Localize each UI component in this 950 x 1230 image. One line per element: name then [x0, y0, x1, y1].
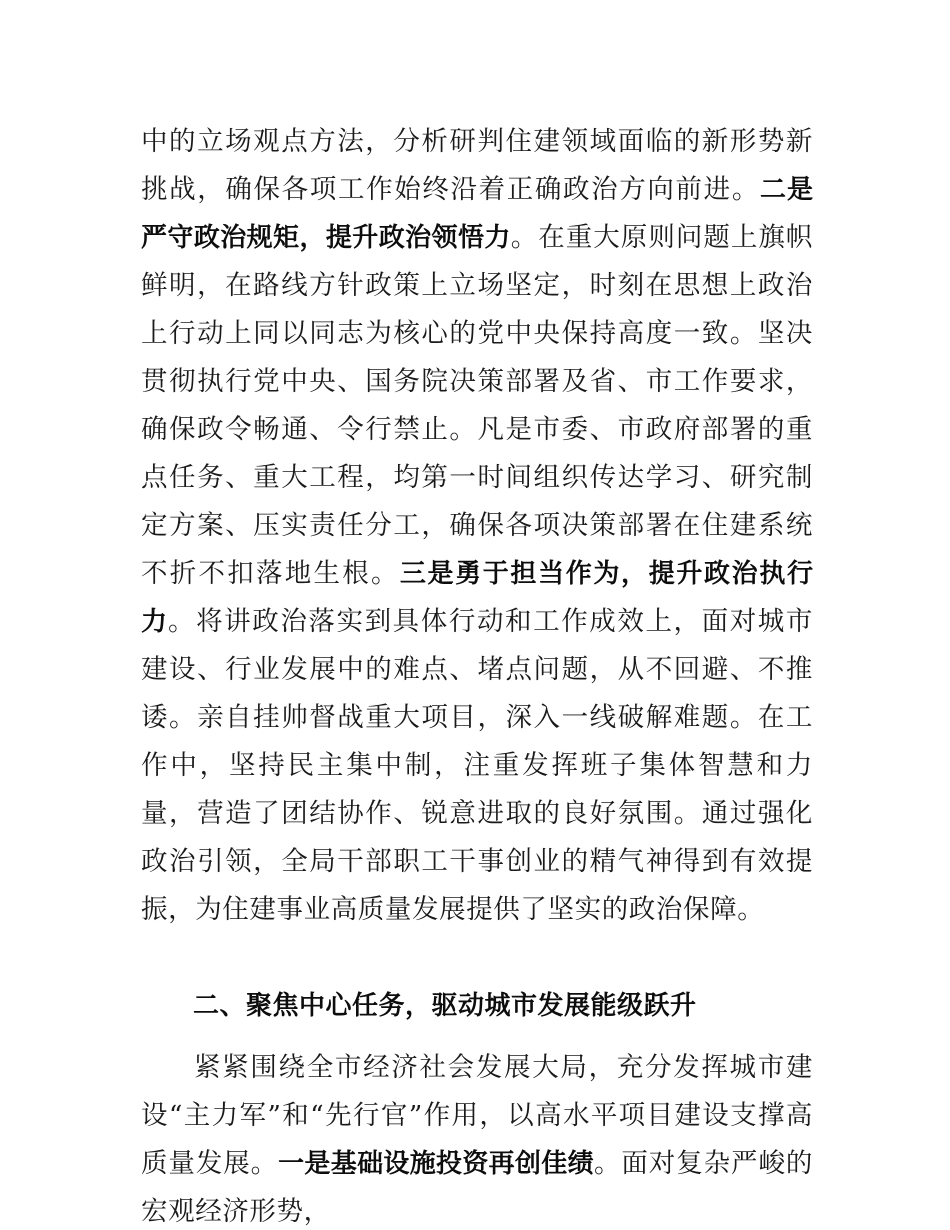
- bold-subheading-run: 一是基础设施投资再创佳绩: [278, 1149, 594, 1179]
- bold-subheading-run: 三是勇于担当作为，提升政治执行力: [141, 559, 813, 637]
- text-run: 。在重大原则问题上旗帜鲜明，在路线方针政策上立场坚定，时刻在思想上政治上行动上同以同志为核心的党中央保持高度一致。坚决贯彻执行党中央、国务院决策部署及省、市工作要求，确保政令畅通、令行禁止。凡是市委、市政府部署的重点任务、重大工程，均第一时间组织传达学习、研究制定方案、压实责任分工，确保各项决策部署在住建系统不折不扣落地生根。: [141, 222, 813, 589]
- body-paragraph-political-discipline: [141, 118, 813, 934]
- document-text-column: [141, 118, 813, 1230]
- text-run: 。面对复杂严峻的宏观经济形势，: [141, 1148, 813, 1227]
- text-run: 紧紧围绕全市经济社会发展大局，充分发挥城市建设“主力军”和“先行官”作用，以高水平项目建设支撑高质量发展。: [141, 1052, 813, 1179]
- spacer: [141, 1030, 813, 1044]
- spacer: [141, 934, 813, 982]
- text-run: 中的立场观点方法，分析研判住建领域面临的新形势新挑战，确保各项工作始终沿着正确政治方向前进。: [141, 126, 813, 205]
- section-heading-two: 二、聚焦中心任务，驱动城市发展能级跃升: [193, 991, 697, 1021]
- body-paragraph-city-development: [141, 1044, 813, 1230]
- text-run: 。将讲政治落实到具体行动和工作成效上，面对城市建设、行业发展中的难点、堵点问题，从不回避、不推诿。亲自挂帅督战重大项目，深入一线破解难题。在工作中，坚持民主集中制，注重发挥班子集体智慧和力量，营造了团结协作、锐意进取的良好氛围。通过强化政治引领，全局干部职工干事创业的精气神得到有效提振，为住建事业高质量发展提供了坚实的政治保障。: [141, 606, 813, 925]
- bold-subheading-run: 二是严守政治规矩，提升政治领悟力: [141, 175, 813, 253]
